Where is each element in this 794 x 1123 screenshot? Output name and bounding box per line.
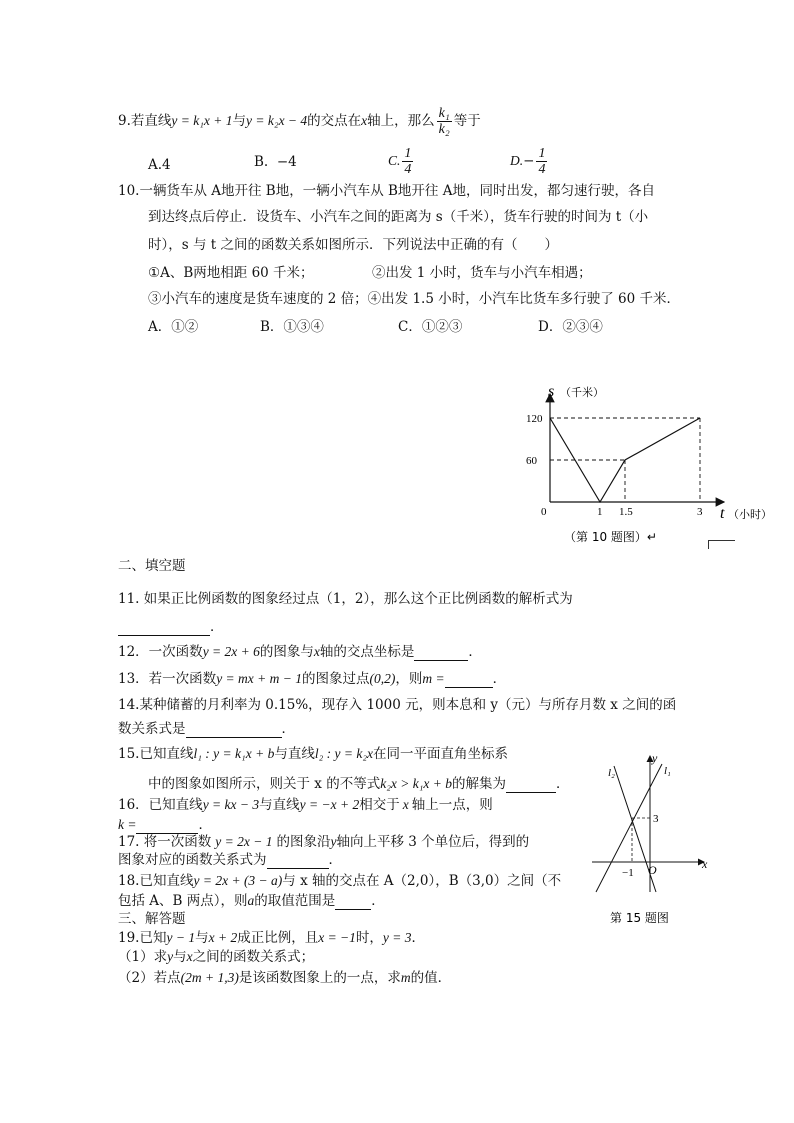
q9-option-d-num: 1: [538, 146, 546, 161]
q16-text-a: 16．已知直线: [118, 797, 203, 813]
q12-text-a: 12．一次函数: [118, 644, 203, 660]
q10-option-d: D．②③④: [538, 319, 603, 335]
q18-text-c: 包括 A、B 两点），则: [118, 893, 248, 909]
q10-statement-3: ③小汽车的速度是货车速度的 2 倍；④出发 1.5 小时，小汽车比货车多行驶了 60 千米．: [148, 291, 680, 307]
q9-stem: [118, 106, 481, 137]
q10-statement-1: ①A、B两地相距 60 千米；: [148, 265, 314, 281]
q9-eq2: y = k₂x − 4: [246, 113, 308, 128]
q11-text: 11. 如果正比例函数的图象经过点（1，2），那么这个正比例函数的解析式为: [118, 591, 573, 607]
q9-option-d: [510, 144, 549, 178]
q19-text-c: 成正比例，且: [237, 930, 319, 946]
q13-text-a: 13．若一次函数: [118, 671, 217, 687]
q16-eq2: y = −x + 2: [299, 797, 360, 812]
q19-p2-m: m: [400, 970, 411, 985]
q16-text-b: 与直线: [259, 797, 300, 813]
q9-var-x: x: [361, 113, 368, 128]
q13-tail: ．: [492, 671, 507, 687]
section-2-title: 二、填空题: [118, 558, 186, 574]
q17-text-b: 的图象沿: [276, 834, 331, 850]
q10-line2: 到达终点后停止．设货车、小汽车之间的距离为 s（千米），货车行驶的时间为 t（小: [148, 209, 649, 225]
q15-line1: [118, 745, 508, 763]
q12-eq: y = 2x + 6: [202, 644, 260, 659]
q9-option-c: [388, 144, 415, 178]
q19-text-a: 19.已知: [118, 930, 167, 946]
q11-blank[interactable]: [118, 619, 210, 636]
q9-option-a: [148, 156, 171, 174]
q9-text-c: 轴上，那么: [367, 113, 435, 129]
q17-blank[interactable]: [267, 852, 329, 869]
q15-tick-3: 3: [653, 813, 659, 825]
q10-x-unit: （小时）: [728, 508, 772, 521]
q16-line1: [118, 796, 493, 814]
q10-y-tick-120: 120: [526, 413, 543, 425]
q9-option-a-value: 4: [162, 157, 171, 173]
q13-blank[interactable]: [445, 671, 493, 688]
q14-line2: [118, 720, 295, 738]
q9-option-d-label: D.: [510, 153, 524, 168]
q15-tail: ．: [556, 776, 570, 792]
q16-blank[interactable]: [136, 817, 198, 834]
q10-origin: 0: [541, 506, 547, 518]
q9-option-a-label: A.: [148, 157, 163, 173]
q13-m: m =: [422, 671, 445, 686]
q17-text-a: 17. 将一次函数: [118, 834, 212, 850]
q10-y-tick-60: 60: [526, 455, 537, 467]
q13-point: (0,2): [369, 671, 396, 686]
q15-text-e: 的解集为: [452, 776, 507, 792]
q16-line2: [118, 816, 212, 834]
q10-caption: （第 10 题图）↵: [564, 530, 657, 544]
q19-p1-y: y: [167, 949, 174, 964]
q9-text-b: 的交点在: [307, 113, 362, 129]
q10-line1: 10.一辆货车从 A地开往 B地，一辆小汽车从 B地开往 A地，同时出发，都匀速行驶，各自: [118, 183, 655, 199]
q19-p2-point: (2m + 1,3): [180, 970, 239, 985]
q19-p2-b: 是该函数图象上的一点，求: [238, 970, 401, 986]
q19-part1: [118, 948, 314, 966]
q15-line2: [148, 775, 570, 793]
q17-var-y: y: [330, 834, 337, 849]
q9-option-c-label: C.: [388, 153, 401, 168]
q12-text-b: 的图象与: [259, 644, 314, 660]
q18-var-a: a: [247, 893, 255, 908]
q9-option-b-value: −4: [276, 154, 297, 170]
q12-var-x: x: [313, 644, 320, 659]
q10-x-tick-1.5: 1.5: [619, 506, 633, 518]
q9-option-d-den: 4: [538, 162, 546, 177]
q15-figure: [590, 752, 720, 930]
q17-line2: [118, 851, 342, 869]
q9-frac-den: k₂: [438, 122, 450, 137]
q19-p2-c: 的值．: [410, 970, 452, 986]
q16-eq1: y = kx − 3: [202, 797, 260, 812]
q19-p1-x: x: [186, 949, 193, 964]
q15-blank[interactable]: [506, 776, 556, 793]
q15-text-d: 中的图象如图所示，则关于 x 的不等式: [148, 776, 381, 792]
q19-expr4: y = 3: [382, 930, 412, 945]
q9-text-a: 9.若直线: [118, 113, 172, 129]
q9-option-c-num: 1: [404, 146, 412, 161]
q10-x-tick-3: 3: [697, 506, 703, 518]
q12: [118, 643, 482, 661]
q14-tail: ．: [281, 721, 295, 737]
q12-tail: ．: [468, 644, 482, 660]
q19-part2: [118, 969, 451, 987]
q16-text-d: 轴上一点，则: [411, 797, 493, 813]
q15-text-b: 与直线: [274, 746, 315, 762]
q10-y-var: s: [548, 383, 555, 400]
q19-p1-c: 之间的函数关系式；: [192, 949, 315, 965]
q17-text-c: 轴向上平移 3 个单位后，得到的: [336, 834, 530, 850]
q15-label-l2: l₂: [608, 767, 615, 779]
q19-p1-b: 与: [173, 949, 187, 965]
q9-option-d-frac: [536, 146, 547, 177]
q10-x-tick-1: 1: [597, 506, 603, 518]
q17-line1: [118, 833, 529, 851]
q18-blank[interactable]: [335, 893, 371, 910]
corner-mark: [708, 540, 735, 549]
q15-inequality: k₂x > k₁x + b: [380, 776, 453, 791]
q18-text-b: 与 x 轴的交点在 A（2,0），B（3,0）之间（不: [282, 873, 562, 889]
q9-option-c-den: 4: [404, 162, 412, 177]
q16-k: k =: [118, 817, 137, 832]
q19-expr3: x = −1: [318, 930, 356, 945]
q16-var-x: x: [402, 797, 409, 812]
q16-tail: ．: [198, 817, 212, 833]
q14-blank[interactable]: [186, 721, 282, 738]
q10-figure: [520, 380, 780, 550]
q18-tail: ．: [371, 893, 385, 909]
q10-statement-2: ②出发 1 小时，货车与小汽车相遇；: [372, 265, 592, 281]
q14-line2-text: 数关系式是: [118, 721, 186, 737]
q11-tail: ．: [210, 619, 224, 635]
q10-line3: 时），s 与 t 之间的函数关系如图所示．下列说法中正确的有（ ）: [148, 237, 558, 253]
q19-expr1: y − 1: [166, 930, 196, 945]
q9-option-b-label: B.: [254, 154, 269, 170]
q10-option-c: C．①②③: [398, 319, 463, 335]
q19-p2-a: （2）若点: [118, 970, 181, 986]
q15-origin: O: [648, 863, 657, 877]
q18-text-a: 18.已知直线: [118, 873, 194, 889]
q15-l1-eq: l₁ : y = k₁x + b: [193, 746, 275, 761]
q19-expr2: x + 2: [208, 930, 238, 945]
q10-option-b: B．①③④: [260, 319, 324, 335]
q18-line1: [118, 872, 561, 890]
q15-label-l1: l₁: [664, 765, 671, 777]
q15-y-var: y: [652, 752, 658, 765]
q12-blank[interactable]: [414, 644, 468, 661]
q14-line1: 14.某种储蓄的月利率为 0.15%，现存入 1000 元，则本息和 y（元）与所存月数 x 之间的函: [118, 697, 677, 713]
q10-x-var: t: [720, 505, 725, 522]
q18-text-d: 的取值范围是: [254, 893, 336, 909]
q15-text-c: 在同一平面直角坐标系: [373, 746, 509, 762]
q19-stem: [118, 929, 425, 947]
q15-text-a: 15.已知直线: [118, 746, 194, 762]
q9-text-d: 等于: [453, 113, 481, 129]
q18-line2: [118, 892, 385, 910]
q10-option-a: A．①②: [148, 319, 199, 335]
q12-text-c: 轴的交点坐标是: [319, 644, 415, 660]
q10-y-unit: （千米）: [560, 386, 604, 399]
q9-frac-num: k₁: [438, 106, 450, 121]
q18-eq: y = 2x + (3 − a): [193, 873, 283, 888]
q13-text-c: ，则: [395, 671, 423, 687]
q9-text-mid: 与: [232, 113, 247, 129]
q15-x-var: x: [702, 857, 708, 871]
q17-eq: y = 2x − 1: [215, 834, 273, 849]
section-3-title: 三、解答题: [118, 911, 186, 927]
q15-l2-eq: l₂ : y = k₂x: [314, 746, 374, 761]
q13-text-b: 的图象过点: [302, 671, 370, 687]
q16-text-c: 相交于: [359, 797, 400, 813]
q19-text-b: 与: [195, 930, 209, 946]
q17-line2-text: 图象对应的函数关系式为: [118, 852, 267, 868]
q15-tick-neg1: −1: [622, 867, 634, 879]
q9-fraction: [437, 106, 452, 137]
q19-text-e: ．: [411, 930, 426, 946]
q9-option-b: [254, 153, 297, 171]
q13: [118, 670, 506, 688]
q9-option-c-frac: [402, 146, 413, 177]
q19-text-d: 时，: [355, 930, 383, 946]
q11-answer: [118, 618, 224, 636]
q13-eq: y = mx + m − 1: [216, 671, 302, 686]
q15-caption: 第 15 题图: [610, 911, 669, 925]
q17-tail: ．: [328, 852, 342, 868]
q9-eq1: y = k₁x + 1: [171, 113, 233, 128]
q19-p1-a: （1）求: [118, 949, 168, 965]
q9-option-d-sign: −: [523, 153, 535, 169]
